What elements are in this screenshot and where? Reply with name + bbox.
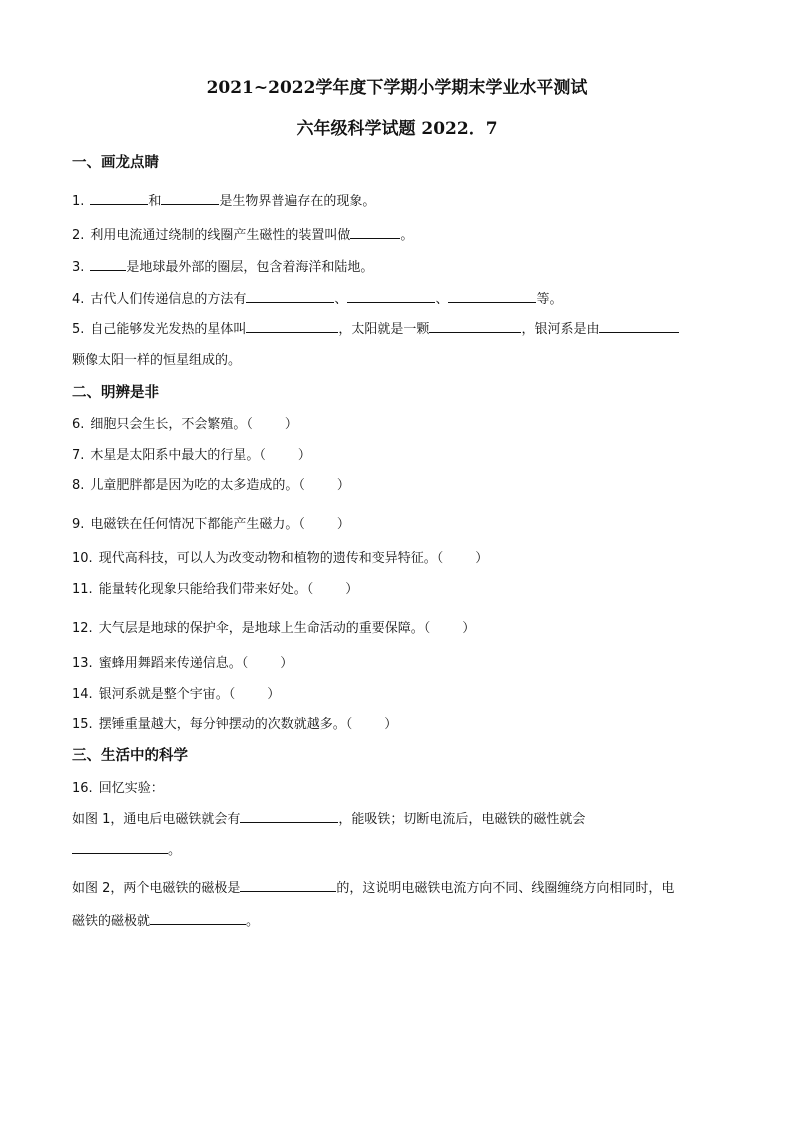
question-number: 11. bbox=[72, 582, 93, 597]
answer-blank[interactable] bbox=[72, 839, 168, 854]
question-text: 。 bbox=[400, 228, 414, 243]
close-paren: ） bbox=[462, 621, 476, 636]
question-text: 木星是太阳系中最大的行星。（ bbox=[90, 448, 266, 463]
question-number: 8. bbox=[72, 478, 85, 493]
question-number: 15. bbox=[72, 717, 93, 732]
close-paren: ） bbox=[297, 448, 311, 463]
question-14 bbox=[72, 683, 280, 702]
answer-blank[interactable] bbox=[150, 910, 246, 925]
question-text: 能量转化现象只能给我们带来好处。（ bbox=[98, 582, 314, 597]
question-text: 是地球最外部的圈层，包含着海洋和陆地。 bbox=[126, 260, 374, 275]
question-text: 银河系就是整个宇宙。（ bbox=[98, 687, 236, 702]
question-text: 、 bbox=[435, 292, 449, 307]
close-paren: ） bbox=[475, 551, 489, 566]
close-paren: ） bbox=[384, 717, 398, 732]
question-text: ，太阳就是一颗 bbox=[338, 322, 430, 337]
answer-blank[interactable] bbox=[90, 256, 126, 271]
question-number: 3. bbox=[72, 260, 85, 275]
answer-blank[interactable] bbox=[240, 808, 338, 823]
question-7 bbox=[72, 444, 311, 463]
question-number: 13. bbox=[72, 656, 93, 671]
question-16-fig2 bbox=[72, 877, 674, 896]
question-text: 。 bbox=[246, 914, 260, 929]
question-16-fig1 bbox=[72, 808, 585, 827]
answer-blank[interactable] bbox=[599, 318, 679, 333]
question-number: 12. bbox=[72, 621, 93, 636]
section-title-true-false: 二、明辨是非 bbox=[72, 385, 159, 401]
question-text: 儿童肥胖都是因为吃的太多造成的。（ bbox=[90, 478, 305, 493]
question-12 bbox=[72, 617, 475, 636]
question-text: 利用电流通过绕制的线圈产生磁性的装置叫做 bbox=[90, 228, 351, 243]
question-15 bbox=[72, 713, 397, 732]
question-text: 回忆实验： bbox=[98, 781, 164, 796]
question-text: 颗像太阳一样的恒星组成的。 bbox=[72, 353, 242, 368]
question-text: 电磁铁在任何情况下都能产生磁力。（ bbox=[90, 517, 305, 532]
question-number: 16. bbox=[72, 781, 93, 796]
question-text: 如图 1，通电后电磁铁就会有 bbox=[72, 812, 241, 827]
close-paren: ） bbox=[336, 517, 350, 532]
question-6 bbox=[72, 413, 298, 432]
close-paren: ） bbox=[284, 417, 298, 432]
question-number: 10. bbox=[72, 551, 93, 566]
close-paren: ） bbox=[336, 478, 350, 493]
question-text: 、 bbox=[334, 292, 348, 307]
question-text: 的，这说明电磁铁电流方向不同、线圈缠绕方向相同时，电 bbox=[336, 881, 675, 896]
question-16 bbox=[72, 777, 164, 796]
answer-blank[interactable] bbox=[246, 288, 334, 303]
exam-title: 2021~2022学年度下学期小学期末学业水平测试 bbox=[206, 78, 588, 98]
answer-blank[interactable] bbox=[90, 190, 148, 205]
answer-blank[interactable] bbox=[161, 190, 219, 205]
question-number: 5. bbox=[72, 322, 85, 337]
close-paren: ） bbox=[267, 687, 281, 702]
section-title-fill-blank: 一、画龙点睛 bbox=[72, 155, 159, 171]
answer-blank[interactable] bbox=[429, 318, 521, 333]
question-number: 6. bbox=[72, 417, 85, 432]
question-text: ，银河系是由 bbox=[521, 322, 600, 337]
question-1 bbox=[72, 190, 375, 209]
question-text: 磁铁的磁极就 bbox=[72, 914, 151, 929]
question-text: ，能吸铁；切断电流后，电磁铁的磁性就会 bbox=[338, 812, 586, 827]
question-number: 2. bbox=[72, 228, 85, 243]
question-3 bbox=[72, 256, 373, 275]
question-text: 古代人们传递信息的方法有 bbox=[90, 292, 247, 307]
question-text: 摆锤重量越大，每分钟摆动的次数就越多。（ bbox=[98, 717, 353, 732]
question-text: 等。 bbox=[536, 292, 563, 307]
answer-blank[interactable] bbox=[347, 288, 435, 303]
question-13 bbox=[72, 652, 293, 671]
question-8 bbox=[72, 474, 350, 493]
question-text: 。 bbox=[168, 843, 182, 858]
answer-blank[interactable] bbox=[350, 224, 400, 239]
close-paren: ） bbox=[345, 582, 359, 597]
question-number: 9. bbox=[72, 517, 85, 532]
question-5-continued bbox=[72, 349, 241, 368]
question-9 bbox=[72, 513, 350, 532]
question-text: 蜜蜂用舞蹈来传递信息。（ bbox=[98, 656, 249, 671]
question-11 bbox=[72, 578, 358, 597]
section-title-science-in-life: 三、生活中的科学 bbox=[72, 748, 188, 764]
question-10 bbox=[72, 547, 488, 566]
answer-blank[interactable] bbox=[448, 288, 536, 303]
question-text: 现代高科技，可以人为改变动物和植物的遗传和变异特征。（ bbox=[98, 551, 444, 566]
answer-blank[interactable] bbox=[246, 318, 338, 333]
answer-blank[interactable] bbox=[240, 877, 336, 892]
question-2 bbox=[72, 224, 413, 243]
question-number: 14. bbox=[72, 687, 93, 702]
question-4 bbox=[72, 288, 562, 307]
question-text: 自己能够发光发热的星体叫 bbox=[90, 322, 247, 337]
question-text: 是生物界普遍存在的现象。 bbox=[219, 194, 376, 209]
question-number: 4. bbox=[72, 292, 85, 307]
close-paren: ） bbox=[280, 656, 294, 671]
exam-subtitle: 六年级科学试题 2022．7 bbox=[296, 119, 498, 139]
question-text: 和 bbox=[148, 194, 162, 209]
question-16-fig2-continued bbox=[72, 910, 259, 929]
question-number: 7. bbox=[72, 448, 85, 463]
question-text: 大气层是地球的保护伞，是地球上生命活动的重要保障。（ bbox=[98, 621, 431, 636]
question-5 bbox=[72, 318, 679, 337]
question-number: 1. bbox=[72, 194, 85, 209]
question-text: 如图 2，两个电磁铁的磁极是 bbox=[72, 881, 241, 896]
question-16-fig1-continued bbox=[72, 839, 181, 858]
question-text: 细胞只会生长，不会繁殖。（ bbox=[90, 417, 253, 432]
